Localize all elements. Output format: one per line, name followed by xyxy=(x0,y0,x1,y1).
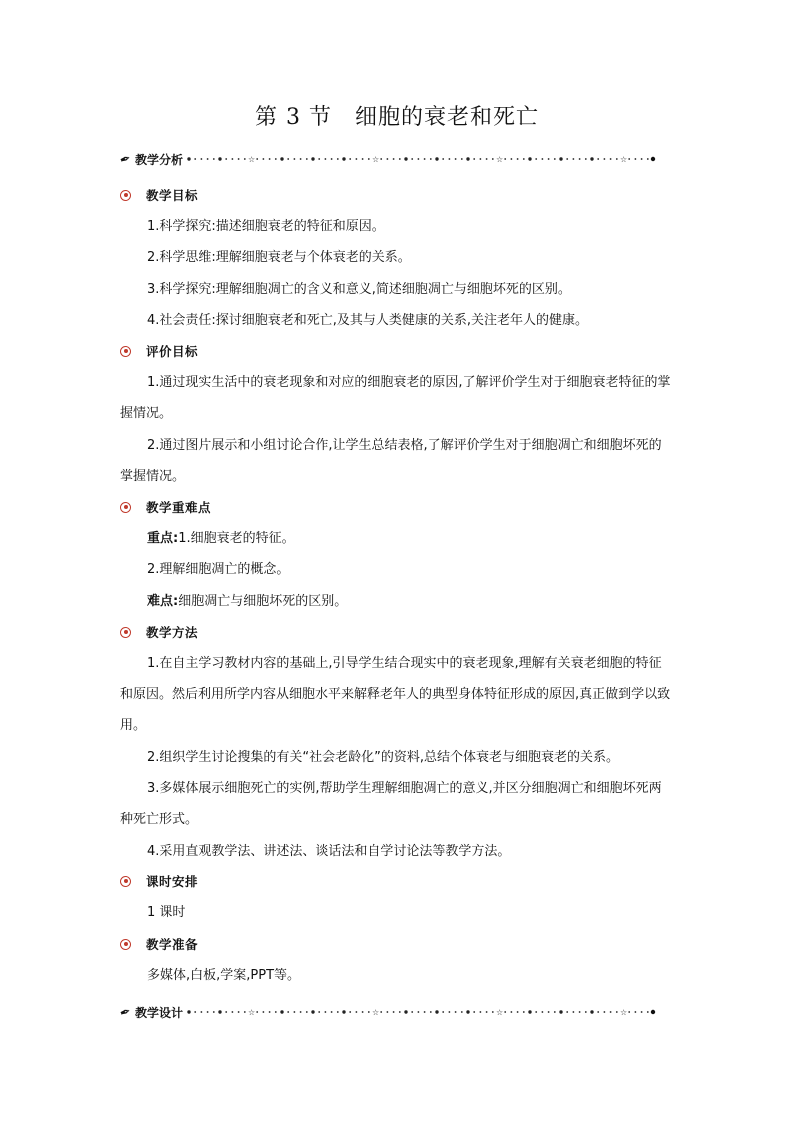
heading-label: 教学准备 xyxy=(146,937,199,952)
svg-text:☆: ☆ xyxy=(248,1008,256,1016)
target-bullet-icon xyxy=(120,502,131,513)
svg-text:☆: ☆ xyxy=(248,155,256,163)
section-bar-label: 教学设计 xyxy=(135,1005,184,1020)
paragraph: 3.多媒体展示细胞死亡的实例,帮助学生理解细胞凋亡的意义,并区分细胞凋亡和细胞坏死两种死亡形式。 xyxy=(120,781,662,827)
preparation-text: 多媒体,白板,学案,PPT等。 xyxy=(147,968,301,983)
difficult-label: 难点: xyxy=(147,594,179,609)
paragraph: 2.组织学生讨论搜集的有关“社会老龄化”的资料,总结个体衰老与细胞衰老的关系。 xyxy=(147,750,620,765)
target-bullet-icon xyxy=(120,346,131,357)
dotted-divider xyxy=(186,155,675,163)
difficult-point-line xyxy=(147,592,347,612)
heading-label: 教学目标 xyxy=(146,188,199,203)
svg-text:☆: ☆ xyxy=(372,1008,380,1016)
heading-preparation xyxy=(120,934,198,954)
target-bullet-icon xyxy=(120,627,131,638)
paragraph: 1.通过现实生活中的衰老现象和对应的细胞衰老的原因,了解评价学生对于细胞衰老特征的掌握情况。 xyxy=(120,375,671,421)
list-item: 1.科学探究:描述细胞衰老的特征和原因。 xyxy=(147,219,385,234)
paragraph: 1.在自主学习教材内容的基础上,引导学生结合现实中的衰老现象,理解有关衰老细胞的特征和原因。然后利用所学内容从细胞水平来解释老年人的典型身体特征形成的原因,真正做到学以致用。 xyxy=(120,656,671,733)
dotted-divider xyxy=(186,1008,675,1016)
page-title: 第 3 节 细胞的衰老和死亡 xyxy=(255,105,539,130)
key-point-line xyxy=(147,529,295,549)
heading-label: 课时安排 xyxy=(146,874,199,889)
heading-key-points xyxy=(120,497,211,517)
target-bullet-icon xyxy=(120,939,131,950)
difficult-point-text: 细胞凋亡与细胞坏死的区别。 xyxy=(178,594,348,609)
list-item: 4.社会责任:探讨细胞衰老和死亡,及其与人类健康的关系,关注老年人的健康。 xyxy=(147,313,589,328)
section-bar-label: 教学分析 xyxy=(135,152,184,167)
target-bullet-icon xyxy=(120,190,131,201)
heading-teaching-goals xyxy=(120,185,198,205)
pen-icon: ✒ xyxy=(117,150,134,169)
paragraph: 4.采用直观教学法、讲述法、谈话法和自学讨论法等教学方法。 xyxy=(147,844,511,859)
paragraph: 2.通过图片展示和小组讨论合作,让学生总结表格,了解评价学生对于细胞凋亡和细胞坏死的掌握情况。 xyxy=(120,438,662,484)
heading-evaluation-goals xyxy=(120,341,198,361)
list-item: 3.科学探究:理解细胞凋亡的含义和意义,简述细胞凋亡与细胞坏死的区别。 xyxy=(147,282,571,297)
key-label: 重点: xyxy=(147,531,179,546)
heading-label: 教学方法 xyxy=(146,625,199,640)
heading-schedule xyxy=(120,871,198,891)
svg-text:☆: ☆ xyxy=(620,1008,628,1016)
list-item: 2.科学思维:理解细胞衰老与个体衰老的关系。 xyxy=(147,250,411,265)
heading-label: 评价目标 xyxy=(146,344,199,359)
key-point-item: 2.理解细胞凋亡的概念。 xyxy=(147,562,290,577)
section-bar-analysis xyxy=(117,150,675,169)
svg-text:☆: ☆ xyxy=(496,155,504,163)
key-point-item: 1.细胞衰老的特征。 xyxy=(178,531,295,546)
svg-text:☆: ☆ xyxy=(620,155,628,163)
svg-text:☆: ☆ xyxy=(372,155,380,163)
svg-text:☆: ☆ xyxy=(496,1008,504,1016)
section-bar-design xyxy=(117,1003,675,1022)
pen-icon: ✒ xyxy=(117,1003,134,1022)
heading-teaching-methods xyxy=(120,622,198,642)
schedule-text: 1 课时 xyxy=(147,905,186,920)
heading-label: 教学重难点 xyxy=(146,500,212,515)
target-bullet-icon xyxy=(120,876,131,887)
